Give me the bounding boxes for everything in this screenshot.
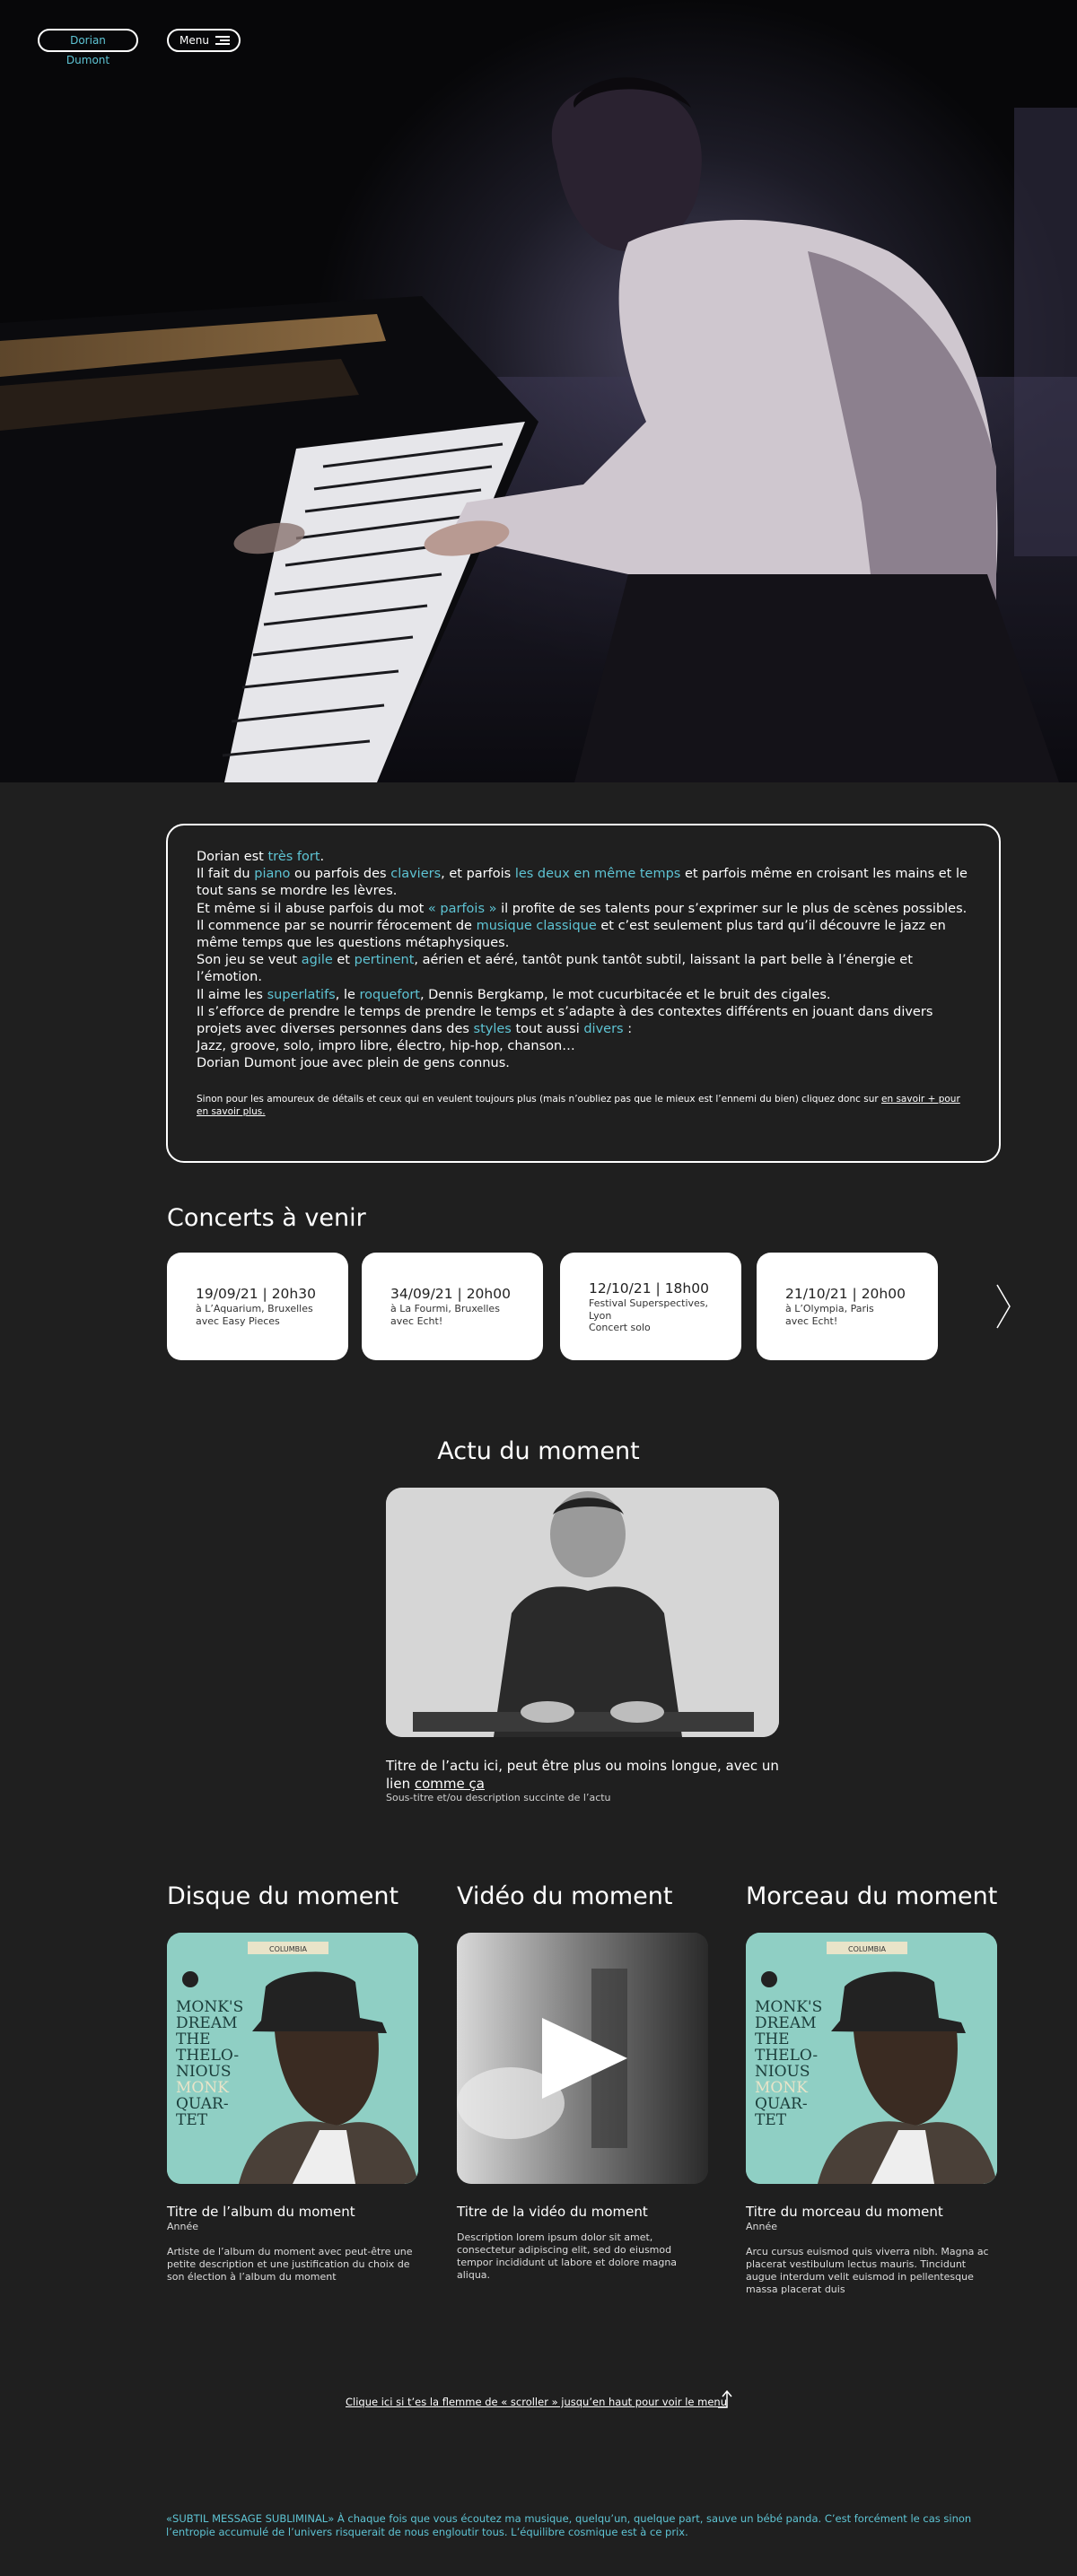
chevron-right-icon[interactable] bbox=[994, 1283, 1012, 1330]
track-title: Titre du morceau du moment bbox=[746, 2204, 943, 2220]
svg-text:MONK: MONK bbox=[176, 2079, 229, 2097]
concert-card[interactable] bbox=[757, 1253, 938, 1360]
concerts-heading: Concerts à venir bbox=[167, 1204, 366, 1232]
bio-more-note bbox=[197, 1093, 972, 1118]
svg-text:TET: TET bbox=[176, 2111, 208, 2129]
bio-segment: et bbox=[332, 953, 355, 968]
concert-detail: avec Echt! bbox=[390, 1314, 443, 1327]
menu-button[interactable] bbox=[167, 29, 241, 52]
track-heading: Morceau du moment bbox=[746, 1882, 998, 1910]
news-image[interactable] bbox=[386, 1488, 779, 1737]
bio-highlight: les deux en même temps bbox=[514, 867, 681, 882]
bio-segment: il profite de ses talents pour s’exprimer sur le plus de scènes possibles. bbox=[496, 901, 968, 916]
bio-segment: Dorian Dumont joue avec plein de gens connus. bbox=[197, 1056, 510, 1071]
bio-highlight: pertinent bbox=[354, 953, 415, 968]
album-year: Année bbox=[167, 2221, 199, 2232]
bio-segment: Il s’efforce de prendre le temps de prendre le temps et s’adapte à des contextes différents en jouant dans divers projets avec diverses personnes dans des bbox=[197, 1004, 933, 1037]
svg-text:QUAR-: QUAR- bbox=[176, 2095, 229, 2113]
news-subtitle: Sous-titre et/ou description succinte de l’actu bbox=[386, 1792, 611, 1803]
news-title bbox=[386, 1757, 781, 1793]
video-title: Titre de la vidéo du moment bbox=[457, 2204, 648, 2220]
bio-segment: Dorian est bbox=[197, 850, 268, 864]
svg-text:THE: THE bbox=[755, 2030, 790, 2048]
track-description: Arcu cursus euismod quis viverra nibh. Magna ac placerat vestibulum lectus mauris. Tincidunt augue interdum velit euismod in pellentesque massa placerat duis bbox=[746, 2246, 989, 2295]
concert-detail: avec Echt! bbox=[785, 1314, 838, 1327]
svg-text:NIOUS: NIOUS bbox=[176, 2063, 232, 2081]
bio-highlight: agile bbox=[301, 953, 333, 968]
bio-segment: Il aime les bbox=[197, 987, 267, 1002]
bio-more-text: Sinon pour les amoureux de détails et ceux qui en veulent toujours plus (mais n’oubliez pas que le mieux est l’ennemi du bien) cliquez donc sur bbox=[197, 1093, 881, 1105]
bio-segment: ou parfois des bbox=[290, 867, 391, 882]
album-description: Artiste de l’album du moment avec peut-être une petite description et une justification du choix de son élection à l’album du moment bbox=[167, 2246, 413, 2283]
video-heading: Vidéo du moment bbox=[457, 1882, 673, 1910]
bio-segment: et c’est seulement plus tard qu’il découvre le jazz en même temps que les questions métaphysiques. bbox=[197, 918, 946, 951]
bio-box bbox=[166, 824, 1001, 1163]
bio-segment: , et parfois bbox=[441, 867, 515, 882]
svg-text:DREAM: DREAM bbox=[176, 2014, 238, 2032]
news-title-text: Titre de l’actu ici, peut être plus ou moins longue, avec un lien bbox=[386, 1758, 779, 1792]
learn-more-link[interactable]: en savoir + pour en savoir plus. bbox=[197, 1093, 960, 1117]
concert-card[interactable] bbox=[167, 1253, 348, 1360]
bio-highlight: piano bbox=[254, 867, 291, 882]
track-cover[interactable] bbox=[746, 1933, 997, 2184]
bio-highlight: divers bbox=[583, 1022, 624, 1037]
concert-date: 12/10/21 | 18h00 bbox=[589, 1280, 709, 1297]
bio-highlight: claviers bbox=[390, 867, 442, 882]
svg-text:MONK'S: MONK'S bbox=[755, 1998, 823, 2016]
video-description: Description lorem ipsum dolor sit amet, consectetur adipiscing elit, sed do eiusmod tempor incididunt ut labore et dolore magna aliqua. bbox=[457, 2231, 678, 2281]
svg-text:COLUMBIA: COLUMBIA bbox=[847, 1945, 887, 1953]
scroll-to-top-link[interactable]: Clique ici si t’es la flemme de « scroller » jusqu’en haut pour voir le menu bbox=[346, 2396, 728, 2408]
bio-highlight: styles bbox=[473, 1022, 512, 1037]
video-thumbnail[interactable] bbox=[457, 1933, 708, 2184]
concert-date: 19/09/21 | 20h30 bbox=[196, 1286, 316, 1302]
arrow-up-icon[interactable] bbox=[716, 2389, 736, 2409]
bio-text bbox=[197, 849, 972, 1073]
album-cover[interactable] bbox=[167, 1933, 418, 2184]
svg-text:QUAR-: QUAR- bbox=[755, 2095, 808, 2113]
album-heading: Disque du moment bbox=[167, 1882, 399, 1910]
menu-label: Menu bbox=[180, 34, 209, 47]
concert-venue: à L’Olympia, Paris bbox=[785, 1303, 874, 1314]
svg-text:THELO-: THELO- bbox=[755, 2047, 819, 2065]
bio-segment: , Dennis Bergkamp, le mot cucurbitacée et le bruit des cigales. bbox=[419, 987, 831, 1002]
concert-detail: Concert solo bbox=[589, 1322, 651, 1333]
svg-text:COLUMBIA: COLUMBIA bbox=[268, 1945, 308, 1953]
bio-segment: Jazz, groove, solo, impro libre, électro, hip-hop, chanson… bbox=[197, 1039, 575, 1054]
bio-segment: : bbox=[623, 1022, 633, 1037]
svg-text:MONK: MONK bbox=[755, 2079, 808, 2097]
subliminal-message: «SUBTIL MESSAGE SUBLIMINAL» À chaque fois que vous écoutez ma musique, quelqu’un, quelque part, sauve un bébé panda. C’est forcément le cas sinon l’entropie accumulé de l’univers risquerait de nous engloutir tous. L’équilibre cosmique est à ce prix. bbox=[166, 2512, 972, 2538]
bio-segment: et parfois même en croisant les mains et le tout sans se mordre les lèvres. bbox=[197, 867, 968, 899]
concert-city: Lyon bbox=[589, 1309, 612, 1322]
hero-pianist-photo bbox=[0, 0, 1077, 782]
bio-segment: tout aussi bbox=[511, 1022, 584, 1037]
concert-venue: à La Fourmi, Bruxelles bbox=[390, 1303, 500, 1314]
bio-segment: . bbox=[320, 850, 325, 864]
concert-card[interactable] bbox=[362, 1253, 543, 1360]
name-home-button[interactable]: Dorian Dumont bbox=[38, 29, 138, 52]
concert-date: 34/09/21 | 20h00 bbox=[390, 1286, 511, 1302]
track-year: Année bbox=[746, 2221, 778, 2232]
bio-segment: Il commence par se nourrir férocement de bbox=[197, 918, 477, 933]
bio-highlight: roquefort bbox=[359, 987, 420, 1002]
bio-segment: , aérien et aéré, tantôt punk tantôt subtil, laissant la part belle à l’énergie et l’émotion. bbox=[197, 953, 913, 985]
concert-card[interactable] bbox=[560, 1253, 741, 1360]
concert-date: 21/10/21 | 20h00 bbox=[785, 1286, 906, 1302]
svg-text:NIOUS: NIOUS bbox=[755, 2063, 810, 2081]
hero-section bbox=[0, 0, 1077, 782]
concert-venue: à L’Aquarium, Bruxelles bbox=[196, 1303, 313, 1314]
concert-venue: Festival Superspectives, bbox=[589, 1297, 709, 1309]
svg-text:TET: TET bbox=[755, 2111, 787, 2129]
concert-detail: avec Easy Pieces bbox=[196, 1314, 280, 1327]
bio-highlight: très fort bbox=[267, 850, 320, 864]
bio-highlight: superlatifs bbox=[267, 987, 336, 1002]
bio-segment: , le bbox=[335, 987, 360, 1002]
bio-highlight: musique classique bbox=[476, 918, 597, 933]
news-link[interactable]: comme ça bbox=[414, 1776, 485, 1792]
album-title: Titre de l’album du moment bbox=[167, 2204, 355, 2220]
svg-text:MONK'S: MONK'S bbox=[176, 1998, 244, 2016]
hamburger-icon bbox=[215, 36, 230, 45]
svg-text:DREAM: DREAM bbox=[755, 2014, 817, 2032]
svg-text:THELO-: THELO- bbox=[176, 2047, 240, 2065]
bio-segment: Et même si il abuse parfois du mot bbox=[197, 901, 428, 916]
svg-text:THE: THE bbox=[176, 2030, 211, 2048]
bio-segment: Il fait du bbox=[197, 867, 255, 882]
bio-segment: Son jeu se veut bbox=[197, 953, 302, 968]
news-heading: Actu du moment bbox=[437, 1437, 640, 1465]
bio-highlight: « parfois » bbox=[427, 901, 497, 916]
